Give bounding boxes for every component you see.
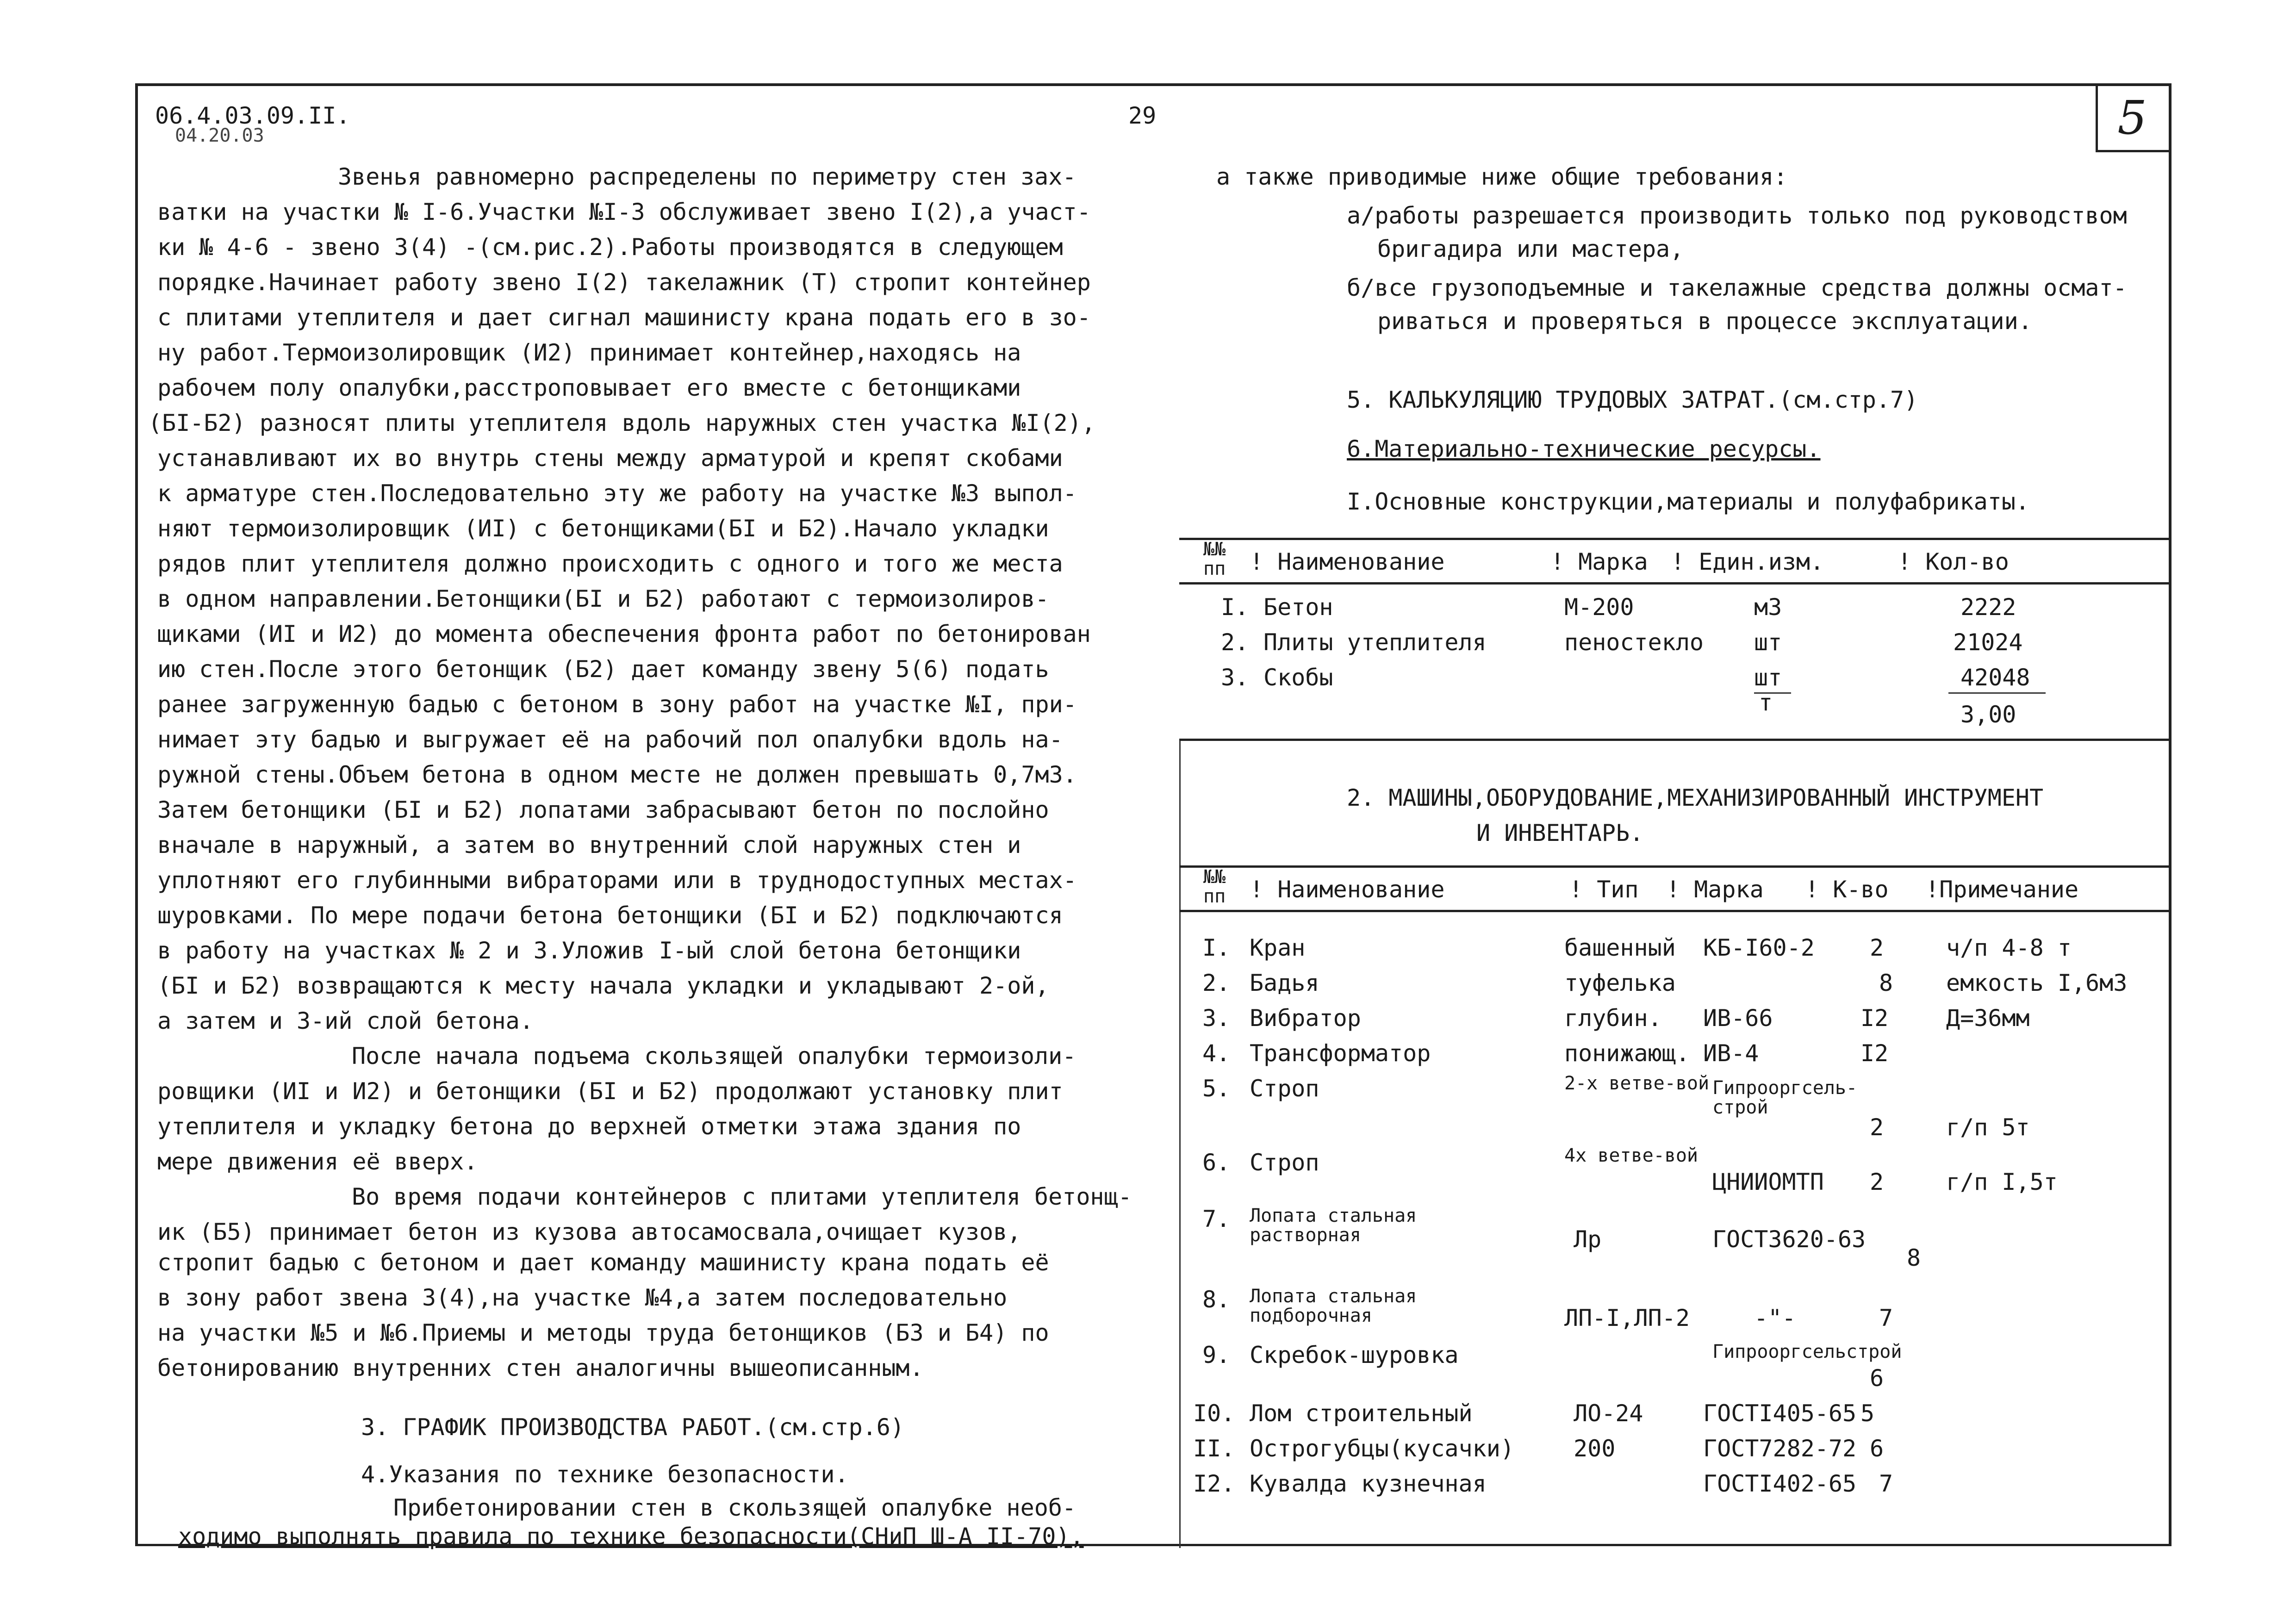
doc-code: 06.4.03.09.II. bbox=[155, 102, 350, 129]
row-name: Кран bbox=[1250, 934, 1306, 961]
row-qty: I2 bbox=[1860, 1040, 1889, 1067]
text-line: щиками (ИI и И2) до момента обеспечения фронта работ по бетонирован bbox=[157, 621, 1091, 647]
page-number: 29 bbox=[1128, 102, 1157, 129]
equipment-subheading-line2: И ИНВЕНТАРЬ. bbox=[1476, 820, 1644, 846]
row-mark: ГОСТ7282-72 bbox=[1703, 1435, 1857, 1462]
requirement-a-line1: а/работы разрешается производить только под руководством bbox=[1347, 202, 2127, 229]
text-line: порядке.Начинает работу звено I(2) такелажник (Т) стропит контейнер bbox=[157, 269, 1091, 296]
row-type: ЛП-I,ЛП-2 bbox=[1564, 1305, 1690, 1331]
text-line: Во время подачи контейнеров с плитами утеплителя бетонщ- bbox=[352, 1183, 1132, 1210]
row-name: Трансформатор bbox=[1250, 1040, 1431, 1067]
row-type: 200 bbox=[1574, 1435, 1616, 1462]
row-mark: ГОСТI402-65 bbox=[1703, 1470, 1857, 1497]
text-line: стропит бадью с бетоном и дает команду машинисту крана подать её bbox=[157, 1249, 1049, 1276]
text-line: рабочем полу опалубки,расстроповывает его вместе с бетонщиками bbox=[157, 374, 1021, 401]
row-note: Д=36мм bbox=[1946, 1005, 2030, 1032]
row-qty: I2 bbox=[1860, 1005, 1889, 1032]
row-number: 3. bbox=[1202, 1005, 1231, 1032]
text-line: шуровками. По мере подачи бетона бетонщики (БI и Б2) подключаются bbox=[157, 902, 1063, 929]
text-line: вначале в наружный, а затем во внутренний слой наружных стен и bbox=[157, 832, 1021, 858]
row-name: Бетон bbox=[1263, 594, 1333, 621]
row-mark: ГОСТI405-65 bbox=[1703, 1400, 1857, 1427]
row-number: 9. bbox=[1202, 1342, 1231, 1368]
table-rule bbox=[1179, 910, 2170, 912]
requirement-a-line2: бригадира или мастера, bbox=[1377, 236, 1684, 262]
row-number: 4. bbox=[1202, 1040, 1231, 1067]
row-number: 6. bbox=[1202, 1149, 1231, 1176]
row-number: 7. bbox=[1202, 1206, 1231, 1232]
text-line: ну работ.Термоизолировщик (И2) принимает контейнер,находясь на bbox=[157, 339, 1021, 366]
text-line: а затем и 3-ий слой бетона. bbox=[157, 1007, 534, 1034]
row-name: Строп bbox=[1250, 1075, 1319, 1102]
row-number: I. bbox=[1221, 594, 1249, 621]
row-mark: ИВ-66 bbox=[1703, 1005, 1773, 1032]
col-header-note: !Примечание bbox=[1925, 876, 2079, 903]
text-line: в работу на участках № 2 и 3.Уложив I-ый слой бетона бетонщики bbox=[157, 937, 1021, 964]
col-header-name: ! Наименование bbox=[1250, 548, 1445, 575]
row-mark: Гипрооргсель-строй bbox=[1712, 1077, 1858, 1118]
col-header-mark: ! Марка bbox=[1550, 548, 1648, 575]
column-divider bbox=[1179, 740, 1181, 1548]
text-line: утеплителя и укладку бетона до верхней отметки этажа здания по bbox=[157, 1113, 1021, 1140]
col-header-type: ! Тип bbox=[1569, 876, 1639, 903]
row-unit-secondary: т bbox=[1759, 689, 1773, 716]
row-qty: 42048 bbox=[1960, 664, 2030, 691]
text-line: ранее загруженную бадью с бетоном в зону работ на участке №I, при- bbox=[157, 691, 1077, 718]
text-line: мере движения её вверх. bbox=[157, 1148, 478, 1175]
row-type: понижающ. bbox=[1564, 1040, 1690, 1067]
row-name: Скобы bbox=[1263, 664, 1333, 691]
col-header-qty: ! К-во bbox=[1805, 876, 1889, 903]
table-rule bbox=[1179, 582, 2170, 585]
row-note: г/п 5т bbox=[1946, 1114, 2030, 1141]
row-name: Лом строительный bbox=[1250, 1400, 1473, 1427]
section-5-heading: 5. КАЛЬКУЛЯЦИЮ ТРУДОВЫХ ЗАТРАТ.(см.стр.7) bbox=[1347, 386, 1918, 413]
row-number: 2. bbox=[1202, 970, 1231, 996]
row-name: Скребок-шуровка bbox=[1250, 1342, 1459, 1368]
text-line: нимает эту бадью и выгружает её на рабочий пол опалубки вдоль на- bbox=[157, 726, 1063, 753]
fraction-bar bbox=[1948, 692, 2046, 694]
row-note: ч/п 4-8 т bbox=[1946, 934, 2072, 961]
row-mark: КБ-I60-2 bbox=[1703, 934, 1815, 961]
col-header-name: ! Наименование bbox=[1250, 876, 1445, 903]
text-line: уплотняют его глубинными вибраторами или в труднодоступных местах- bbox=[157, 867, 1077, 894]
frame-left-border bbox=[135, 83, 138, 1546]
text-line: Прибетонировании стен в скользящей опалубке необ- bbox=[393, 1494, 1076, 1521]
row-number: I0. bbox=[1193, 1400, 1235, 1427]
section-4-heading: 4.Указания по технике безопасности. bbox=[361, 1461, 849, 1488]
row-name: Плиты утеплителя bbox=[1263, 629, 1487, 656]
safety-intro: а также приводимые ниже общие требования: bbox=[1216, 163, 1788, 190]
row-number: II. bbox=[1193, 1435, 1235, 1462]
col-header-qty: ! Кол-во bbox=[1898, 548, 2009, 575]
table-rule bbox=[1179, 538, 2170, 540]
row-mark: ГОСТ3620-63 bbox=[1712, 1226, 1866, 1253]
text-line: Звенья равномерно распределены по периметру стен зах- bbox=[338, 163, 1076, 190]
row-unit: м3 bbox=[1754, 594, 1782, 621]
row-number: 3. bbox=[1221, 664, 1249, 691]
row-type: 4х ветве-вой bbox=[1564, 1145, 1698, 1166]
row-qty: 2 bbox=[1870, 1169, 1884, 1195]
text-line: ружной стены.Объем бетона в одном месте не должен превышать 0,7м3. bbox=[157, 761, 1077, 788]
row-qty: 21024 bbox=[1953, 629, 2023, 656]
row-qty: 2222 bbox=[1960, 594, 2016, 621]
frame-right-border bbox=[2169, 83, 2172, 1546]
frame-top-border bbox=[135, 83, 2172, 86]
row-qty: 7 bbox=[1879, 1470, 1893, 1497]
row-name: Острогубцы(кусачки) bbox=[1250, 1435, 1514, 1462]
row-mark: ЦНИИОМТП bbox=[1712, 1169, 1824, 1195]
row-mark: М-200 bbox=[1564, 594, 1634, 621]
text-line: ровщики (ИI и И2) и бетонщики (БI и Б2) продолжают установку плит bbox=[157, 1078, 1063, 1105]
text-line: к арматуре стен.Последовательно эту же работу на участке №3 выпол- bbox=[157, 480, 1077, 507]
row-note: г/п I,5т bbox=[1946, 1169, 2058, 1195]
sheet-number: 5 bbox=[2117, 91, 2147, 145]
row-mark: -"- bbox=[1754, 1305, 1796, 1331]
col-header-number: №№ пп bbox=[1203, 539, 1226, 579]
text-line: ходимо выполнять правила по технике безопасности(СНиП Ш-А II-70), bbox=[178, 1523, 1084, 1550]
row-number: I. bbox=[1202, 934, 1231, 961]
row-mark: ИВ-4 bbox=[1703, 1040, 1759, 1067]
text-line: ик (Б5) принимает бетон из кузова автосамосвала,очищает кузов, bbox=[157, 1219, 1021, 1245]
row-name: Лопата стальная растворная bbox=[1250, 1205, 1417, 1246]
row-name: Вибратор bbox=[1250, 1005, 1361, 1032]
text-line: (БI и Б2) возвращаются к месту начала укладки и укладывают 2-ой, bbox=[157, 972, 1049, 999]
table-rule bbox=[1179, 865, 2170, 868]
text-line: в одном направлении.Бетонщики(БI и Б2) работают с термоизолиров- bbox=[157, 585, 1049, 612]
col-header-number: №№ пп bbox=[1203, 866, 1226, 907]
row-qty: 2 bbox=[1870, 1114, 1884, 1141]
row-mark: пеностекло bbox=[1564, 629, 1704, 656]
row-type: 2-х ветве-вой bbox=[1564, 1073, 1710, 1094]
row-type: Лр bbox=[1574, 1226, 1602, 1253]
row-qty-secondary: 3,00 bbox=[1960, 701, 2016, 728]
row-name: Лопата стальная подборочная bbox=[1250, 1286, 1417, 1326]
text-line: (БI-Б2) разносят плиты утеплителя вдоль наружных стен участка №I(2), bbox=[148, 410, 1095, 436]
text-line: бетонированию внутренних стен аналогичны вышеописанным. bbox=[157, 1355, 924, 1381]
row-type: туфелька bbox=[1564, 970, 1676, 996]
row-number: 2. bbox=[1221, 629, 1249, 656]
text-line: на участки №5 и №6.Приемы и методы труда бетонщиков (Б3 и Б4) по bbox=[157, 1319, 1049, 1346]
row-unit: шт bbox=[1754, 629, 1782, 656]
row-type: ЛО-24 bbox=[1574, 1400, 1643, 1427]
row-mark: Гипрооргсельстрой bbox=[1712, 1341, 1902, 1362]
text-line: устанавливают их во внутрь стены между арматурой и крепят скобами bbox=[157, 445, 1063, 472]
col-header-mark: ! Марка bbox=[1666, 876, 1764, 903]
row-qty: 2 bbox=[1870, 934, 1884, 961]
row-number: 8. bbox=[1202, 1286, 1231, 1313]
requirement-b-line2: риваться и проверяться в процессе эксплуатации. bbox=[1377, 308, 2032, 335]
row-name: Строп bbox=[1250, 1149, 1319, 1176]
row-unit: шт bbox=[1754, 664, 1782, 691]
col-header-unit: ! Един.изм. bbox=[1671, 548, 1824, 575]
materials-subheading: I.Основные конструкции,материалы и полуфабрикаты. bbox=[1347, 488, 2030, 515]
row-qty: 7 bbox=[1879, 1305, 1893, 1331]
row-qty: 8 bbox=[1907, 1244, 1921, 1271]
text-line: ватки на участки № I-6.Участки №I-3 обслуживает звено I(2),а участ- bbox=[157, 199, 1091, 225]
section-3-heading: 3. ГРАФИК ПРОИЗВОДСТВА РАБОТ.(см.стр.6) bbox=[361, 1414, 904, 1441]
row-name: Бадья bbox=[1250, 970, 1319, 996]
text-line: ки № 4-6 - звено 3(4) -(см.рис.2).Работы производятся в следующем bbox=[157, 234, 1063, 261]
requirement-b-line1: б/все грузоподъемные и такелажные средства должны осмат- bbox=[1347, 274, 2127, 301]
row-number: 5. bbox=[1202, 1075, 1231, 1102]
row-type: глубин. bbox=[1564, 1005, 1662, 1032]
row-qty: 6 bbox=[1870, 1435, 1884, 1462]
row-name: Кувалда кузнечная bbox=[1250, 1470, 1487, 1497]
text-line: ию стен.После этого бетонщик (Б2) дает команду звену 5(6) подать bbox=[157, 656, 1049, 683]
text-line: рядов плит утеплителя должно происходить с одного и того же места bbox=[157, 550, 1063, 577]
equipment-subheading: 2. МАШИНЫ,ОБОРУДОВАНИЕ,МЕХАНИЗИРОВАННЫЙ ИНСТРУМЕНТ bbox=[1347, 784, 2044, 811]
row-number: I2. bbox=[1193, 1470, 1235, 1497]
row-note: емкость I,6м3 bbox=[1946, 970, 2128, 996]
text-line: в зону работ звена 3(4),на участке №4,а затем последовательно bbox=[157, 1284, 1008, 1311]
row-type: башенный bbox=[1564, 934, 1676, 961]
text-line: няют термоизолировщик (ИI) с бетонщиками(БI и Б2).Начало укладки bbox=[157, 515, 1049, 542]
text-line: После начала подъема скользящей опалубки термоизоли- bbox=[352, 1043, 1076, 1070]
doc-code-secondary: 04.20.03 bbox=[175, 125, 264, 146]
row-qty: 6 bbox=[1870, 1365, 1884, 1392]
text-line: с плитами утеплителя и дает сигнал машинисту крана подать его в зо- bbox=[157, 304, 1091, 331]
section-6-heading: 6.Материально-технические ресурсы. bbox=[1347, 435, 1821, 462]
row-qty: 5 bbox=[1860, 1400, 1875, 1427]
table-rule bbox=[1179, 739, 2170, 741]
text-line: Затем бетонщики (БI и Б2) лопатами забрасывают бетон по послойно bbox=[157, 796, 1049, 823]
row-qty: 8 bbox=[1879, 970, 1893, 996]
